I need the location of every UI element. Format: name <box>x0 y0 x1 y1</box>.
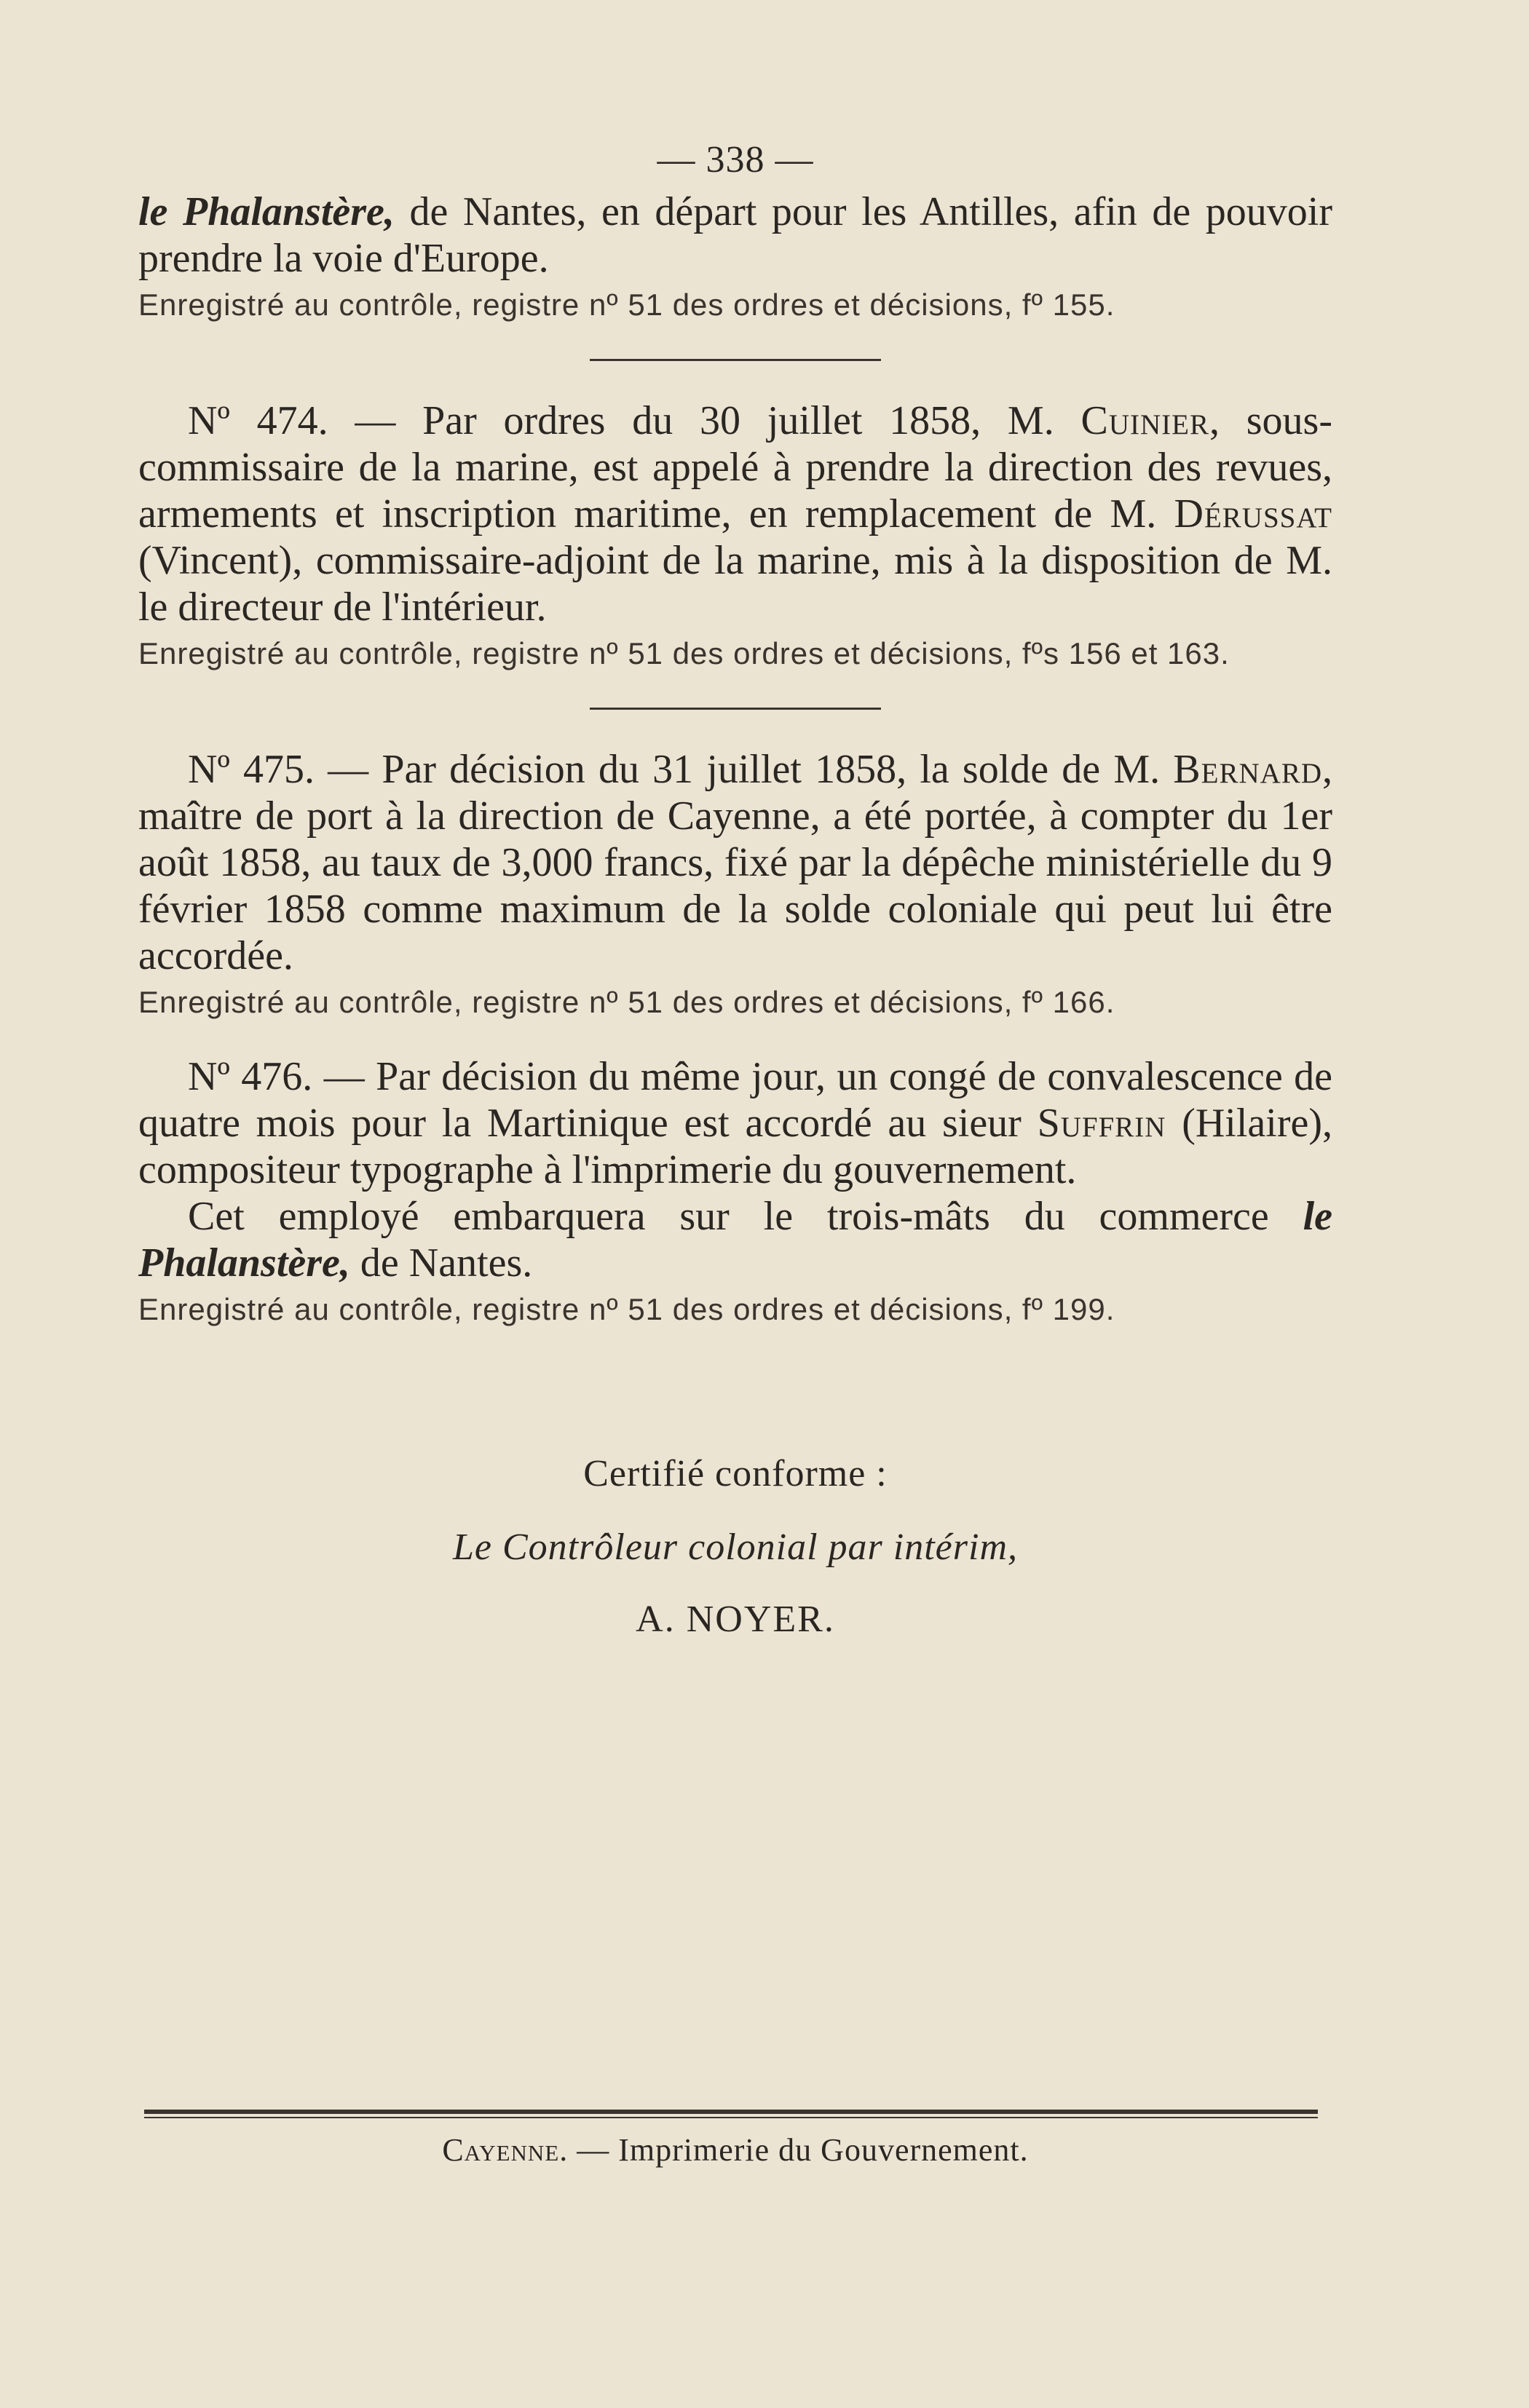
imprint-text: — Imprimerie du Gouvernement. <box>568 2132 1029 2168</box>
person-name: Suffrin <box>1037 1101 1166 1146</box>
imprint-footer <box>138 2131 1332 2169</box>
signatory-name: A. NOYER. <box>636 1599 835 1640</box>
certification-block <box>138 1452 1332 1641</box>
registration-note: Enregistré au contrôle, registre nº 51 des ordres et décisions, fº 155. <box>138 288 1115 322</box>
entry-text: , sous-commissaire de la marine, est appelé à prendre la direction des revues, armements et inscription maritime, en remplacement de M. <box>138 398 1332 536</box>
entry-474 <box>138 397 1332 630</box>
entry-number: Nº 474. <box>188 398 328 443</box>
person-name: Cuinier <box>1080 398 1209 443</box>
page-number: — 338 — <box>657 139 814 181</box>
entry-number: Nº 476. <box>188 1054 313 1099</box>
footer-rule-thin <box>144 2117 1318 2118</box>
entry-text: , maître de port à la direction de Cayenne, a été portée, à compter du 1er août 1858, au taux de 3,000 francs, fixé par la dépêche ministérielle du 9 février 1858 comme maximum de la solde coloniale qui peut lui être accordée. <box>138 747 1332 978</box>
registration-note: Enregistré au contrôle, registre nº 51 des ordres et décisions, fº 199. <box>138 1292 1115 1326</box>
imprint-place: Cayenne. <box>442 2132 569 2168</box>
spacer <box>138 1021 1332 1053</box>
entry-text: — Par décision du 31 juillet 1858, la solde de M. <box>314 747 1174 792</box>
footer-rule <box>144 2110 1318 2114</box>
entry-number: Nº 475. <box>188 747 315 792</box>
entry-475 <box>138 746 1332 979</box>
ship-name: le Phalanstère, <box>138 189 395 234</box>
entry-text: de Nantes. <box>349 1240 533 1286</box>
certification-heading: Certifié conforme : <box>583 1453 888 1494</box>
intro-text: de Nantes, en départ pour les Antilles, afin de pouvoir prendre la voie d'Europe. <box>138 189 1332 281</box>
ship-name: le Phalanstère, <box>138 1194 1332 1286</box>
entry-text: (Vincent), commissaire-adjoint de la marine, mis à la disposition de M. le directeur de l'intérieur. <box>138 538 1332 630</box>
person-name: Dérussat <box>1174 491 1332 536</box>
section-divider <box>590 359 881 361</box>
document-page <box>138 138 1332 1641</box>
entry-text: — Par ordres du 30 juillet 1858, M. <box>328 398 1081 443</box>
registration-note: Enregistré au contrôle, registre nº 51 des ordres et décisions, fº 166. <box>138 985 1115 1019</box>
entry-476 <box>138 1053 1332 1193</box>
person-name: Bernard <box>1173 747 1322 792</box>
section-divider <box>590 708 881 710</box>
entry-476-continuation <box>138 1193 1332 1286</box>
intro-paragraph <box>138 189 1332 282</box>
entry-text: Cet employé embarquera sur le trois-mâts du commerce <box>188 1194 1303 1239</box>
entry-text: (Hilaire), compositeur typographe à l'imprimerie du gouvernement. <box>138 1101 1332 1192</box>
signatory-title: Le Contrôleur colonial par intérim, <box>453 1526 1018 1568</box>
entry-text: — Par décision du même jour, un congé de convalescence de quatre mois pour la Martinique est accordé au sieur <box>138 1054 1333 1146</box>
registration-note: Enregistré au contrôle, registre nº 51 des ordres et décisions, fºs 156 et 163. <box>138 636 1230 670</box>
